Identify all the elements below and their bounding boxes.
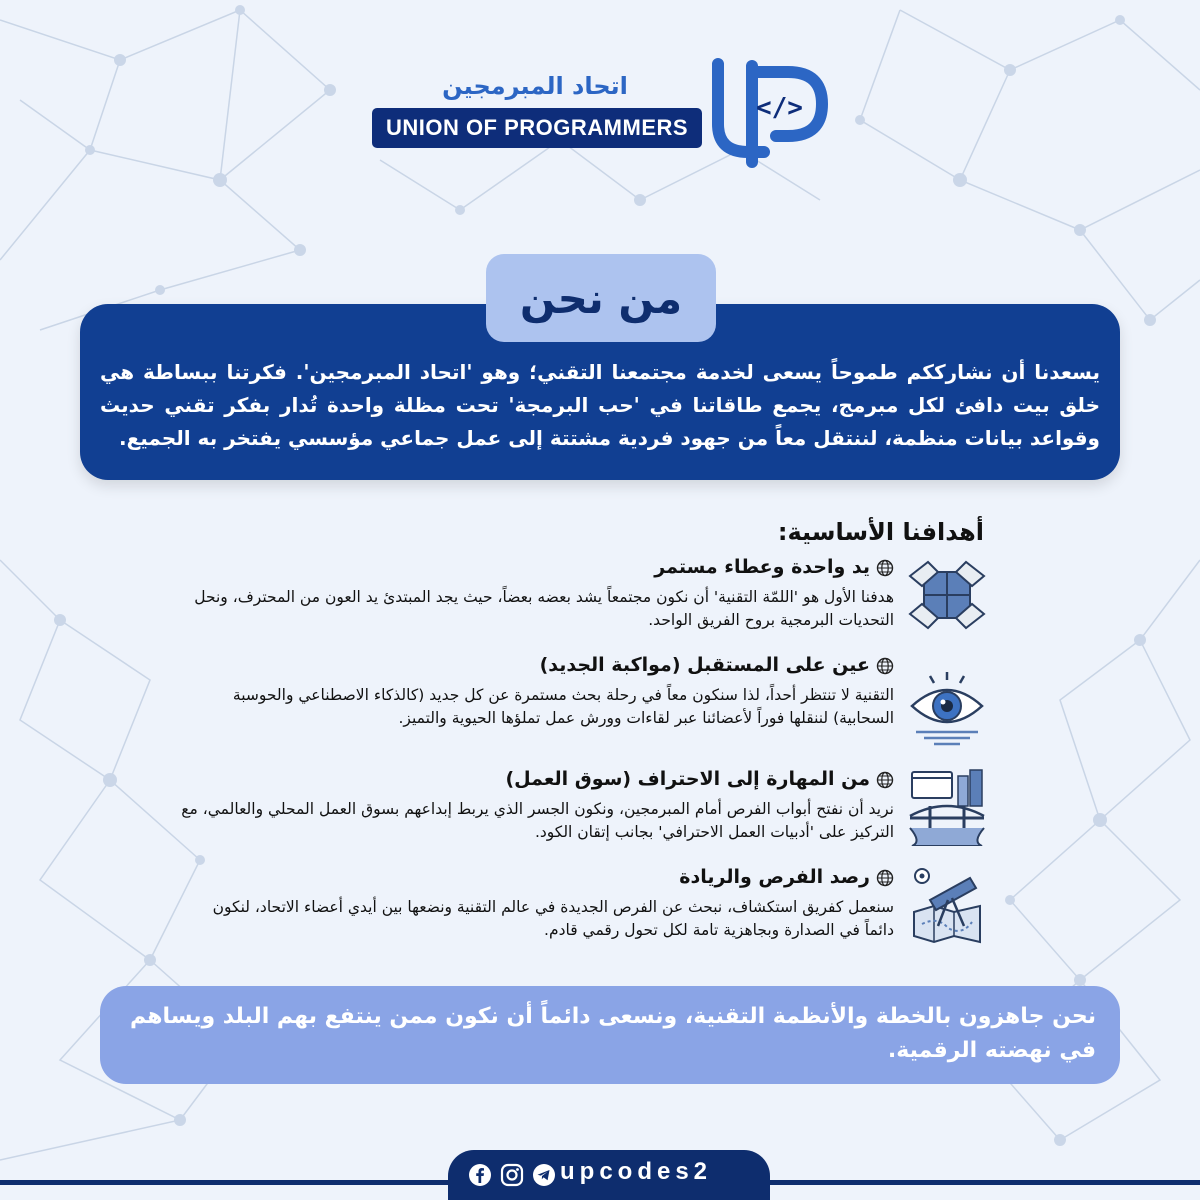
- closing-card: [100, 986, 1120, 1084]
- goal-title: [679, 866, 894, 888]
- goal-description: هدفنا الأول هو 'اللمّة التقنية' أن نكون مجتمعاً يشد بعضه بعضاً، حيث يجد المبتدئ يد العون من المحترف، ونحل التحديات البرمجية بروح الفريق الواحد.: [194, 588, 894, 629]
- logo-english-name: UNION OF PROGRAMMERS: [372, 108, 702, 148]
- logo-arabic-name: اتحاد المبرمجين: [442, 72, 628, 100]
- goal-title-text: رصد الفرص والريادة: [679, 866, 870, 888]
- logo-code-glyph: </>: [756, 93, 803, 123]
- goals-heading: أهدافنا الأساسية:: [777, 518, 984, 546]
- goal-title: [505, 768, 894, 790]
- up-logo-mark-icon: [706, 54, 831, 172]
- closing-text: نحن جاهزون بالخطة والأنظمة التقنية، ونسعى دائماً أن نكون ممن ينتفع بهم البلد ويساهم في نهضته الرقمية.: [130, 1004, 1096, 1063]
- globe-icon: [876, 657, 894, 675]
- instagram-icon[interactable]: [500, 1163, 524, 1187]
- goal-title-text: من المهارة إلى الاحتراف (سوق العمل): [505, 768, 870, 790]
- goal-title-text: عين على المستقبل (مواكبة الجديد): [539, 654, 870, 676]
- union-logo: [370, 62, 840, 162]
- bridge-city-icon: [908, 768, 986, 846]
- goal-title: [654, 556, 894, 578]
- footer-handle: upcodes2: [560, 1158, 713, 1185]
- goal-title: [540, 654, 894, 676]
- globe-icon: [876, 869, 894, 887]
- telescope-map-icon: [908, 866, 986, 944]
- goal-title-text: يد واحدة وعطاء مستمر: [654, 556, 870, 578]
- facebook-icon[interactable]: [468, 1163, 492, 1187]
- goal-description: التقنية لا تنتظر أحداً، لذا سنكون معاً في رحلة بحث مستمرة عن كل جديد (كالذكاء الاصطناعي والحوسبة السحابية) لننقلها فوراً لأعضائنا عبر لقاءات وورش عمل تملؤها الحيوية والتميز.: [232, 686, 894, 727]
- telegram-icon[interactable]: [532, 1163, 556, 1187]
- goal-description: سنعمل كفريق استكشاف، نبحث عن الفرص الجديدة في عالم التقنية ونضعها بين أيدي أعضاء الاتحاد، لنكون دائماً في الصدارة وبجاهزية تامة لكل تحول رقمي قادم.: [212, 898, 894, 939]
- globe-icon: [876, 771, 894, 789]
- goal-description: نريد أن نفتح أبواب الفرص أمام المبرمجين، ونكون الجسر الذي يربط إبداعهم بسوق العمل المحلي والعالمي، مع التركيز على 'أدبيات العمل الاحترافي' بجانب إتقان الكود.: [181, 800, 894, 841]
- eye-icon: [908, 668, 986, 746]
- globe-icon: [876, 559, 894, 577]
- hands-together-icon: [908, 556, 986, 634]
- section-title: من نحن: [486, 254, 716, 342]
- footer-social-bar: [448, 1150, 770, 1200]
- intro-text: يسعدنا أن نشارككم طموحاً يسعى لخدمة مجتمعنا التقني؛ وهو 'اتحاد المبرمجين'. فكرتنا ببساطة هي خلق بيت دافئ لكل مبرمج، يجمع طاقاتنا في 'حب البرمجة' تحت مظلة واحدة تُدار بفكر تقني حديث وقواعد بيانات منظمة، لننتقل معاً من جهود فردية مشتتة إلى عمل جماعي مؤسسي يفتخر به الجميع.: [100, 360, 1100, 450]
